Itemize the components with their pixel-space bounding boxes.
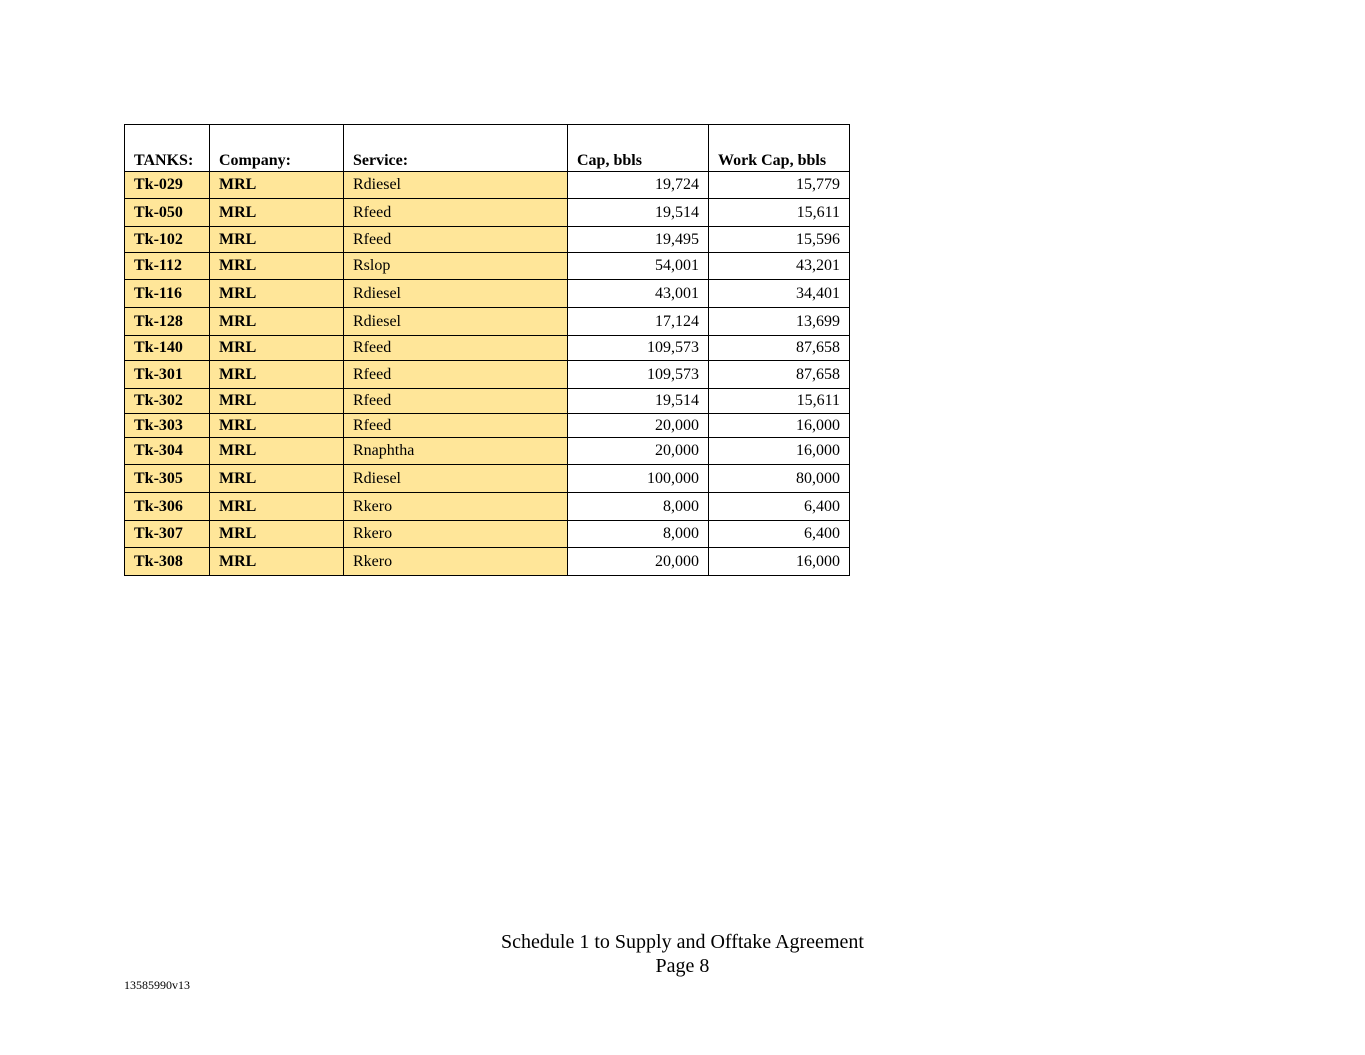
cell-work-cap: 87,658 [709, 336, 850, 361]
table-row [125, 172, 850, 199]
footer-title: Schedule 1 to Supply and Offtake Agreement [501, 931, 864, 953]
table-row [125, 227, 850, 253]
cell-work-cap: 6,400 [709, 493, 850, 521]
cell-service: Rdiesel [344, 172, 568, 199]
cell-company: MRL [210, 280, 344, 308]
cell-service: Rdiesel [344, 280, 568, 308]
cell-company: MRL [210, 253, 344, 280]
cell-cap: 54,001 [568, 253, 709, 280]
cell-work-cap: 16,000 [709, 548, 850, 576]
tanks-table [124, 124, 850, 576]
cell-service: Rfeed [344, 199, 568, 227]
cell-tank: Tk-304 [125, 438, 210, 465]
cell-tank: Tk-050 [125, 199, 210, 227]
document-id: 13585990v13 [124, 978, 190, 992]
cell-tank: Tk-140 [125, 336, 210, 361]
cell-company: MRL [210, 438, 344, 465]
cell-tank: Tk-112 [125, 253, 210, 280]
cell-company: MRL [210, 414, 344, 438]
cell-service: Rfeed [344, 389, 568, 414]
cell-service: Rdiesel [344, 465, 568, 493]
header-cap: Cap, bbls [568, 125, 709, 172]
cell-service: Rkero [344, 521, 568, 548]
header-tanks: TANKS: [125, 125, 210, 172]
page-number: Page 8 [655, 955, 710, 977]
cell-cap: 19,514 [568, 389, 709, 414]
cell-work-cap: 15,611 [709, 389, 850, 414]
cell-work-cap: 80,000 [709, 465, 850, 493]
table-row [125, 361, 850, 389]
cell-company: MRL [210, 521, 344, 548]
header-service: Service: [344, 125, 568, 172]
cell-service: Rfeed [344, 414, 568, 438]
cell-company: MRL [210, 308, 344, 336]
cell-work-cap: 6,400 [709, 521, 850, 548]
cell-service: Rfeed [344, 361, 568, 389]
table-row [125, 389, 850, 414]
cell-tank: Tk-301 [125, 361, 210, 389]
header-company: Company: [210, 125, 344, 172]
cell-work-cap: 34,401 [709, 280, 850, 308]
table-row [125, 336, 850, 361]
cell-cap: 43,001 [568, 280, 709, 308]
cell-cap: 8,000 [568, 521, 709, 548]
cell-tank: Tk-303 [125, 414, 210, 438]
cell-work-cap: 43,201 [709, 253, 850, 280]
table-row [125, 199, 850, 227]
header-work-cap: Work Cap, bbls [709, 125, 850, 172]
cell-work-cap: 15,611 [709, 199, 850, 227]
table-row [125, 493, 850, 521]
table-row [125, 414, 850, 438]
cell-work-cap: 16,000 [709, 414, 850, 438]
cell-cap: 20,000 [568, 438, 709, 465]
cell-service: Rdiesel [344, 308, 568, 336]
cell-tank: Tk-102 [125, 227, 210, 253]
cell-tank: Tk-308 [125, 548, 210, 576]
table-body [125, 172, 850, 576]
cell-company: MRL [210, 389, 344, 414]
cell-cap: 19,724 [568, 172, 709, 199]
cell-company: MRL [210, 493, 344, 521]
cell-tank: Tk-128 [125, 308, 210, 336]
cell-cap: 8,000 [568, 493, 709, 521]
cell-work-cap: 15,596 [709, 227, 850, 253]
table-row [125, 548, 850, 576]
cell-company: MRL [210, 336, 344, 361]
table-row [125, 521, 850, 548]
cell-cap: 100,000 [568, 465, 709, 493]
cell-service: Rfeed [344, 227, 568, 253]
cell-service: Rfeed [344, 336, 568, 361]
cell-cap: 109,573 [568, 361, 709, 389]
cell-service: Rslop [344, 253, 568, 280]
cell-company: MRL [210, 361, 344, 389]
table-row [125, 438, 850, 465]
cell-tank: Tk-302 [125, 389, 210, 414]
cell-tank: Tk-307 [125, 521, 210, 548]
cell-tank: Tk-306 [125, 493, 210, 521]
cell-tank: Tk-116 [125, 280, 210, 308]
cell-company: MRL [210, 227, 344, 253]
cell-service: Rnaphtha [344, 438, 568, 465]
cell-company: MRL [210, 172, 344, 199]
cell-cap: 17,124 [568, 308, 709, 336]
cell-cap: 19,495 [568, 227, 709, 253]
cell-work-cap: 15,779 [709, 172, 850, 199]
cell-tank: Tk-029 [125, 172, 210, 199]
cell-service: Rkero [344, 493, 568, 521]
cell-work-cap: 87,658 [709, 361, 850, 389]
page-footer [0, 930, 1365, 978]
cell-cap: 109,573 [568, 336, 709, 361]
cell-cap: 20,000 [568, 548, 709, 576]
cell-service: Rkero [344, 548, 568, 576]
cell-work-cap: 13,699 [709, 308, 850, 336]
cell-work-cap: 16,000 [709, 438, 850, 465]
table-row [125, 280, 850, 308]
table-row [125, 308, 850, 336]
cell-cap: 20,000 [568, 414, 709, 438]
table-header-row [125, 125, 850, 172]
cell-cap: 19,514 [568, 199, 709, 227]
cell-company: MRL [210, 199, 344, 227]
cell-company: MRL [210, 548, 344, 576]
table-row [125, 465, 850, 493]
cell-tank: Tk-305 [125, 465, 210, 493]
table-row [125, 253, 850, 280]
cell-company: MRL [210, 465, 344, 493]
